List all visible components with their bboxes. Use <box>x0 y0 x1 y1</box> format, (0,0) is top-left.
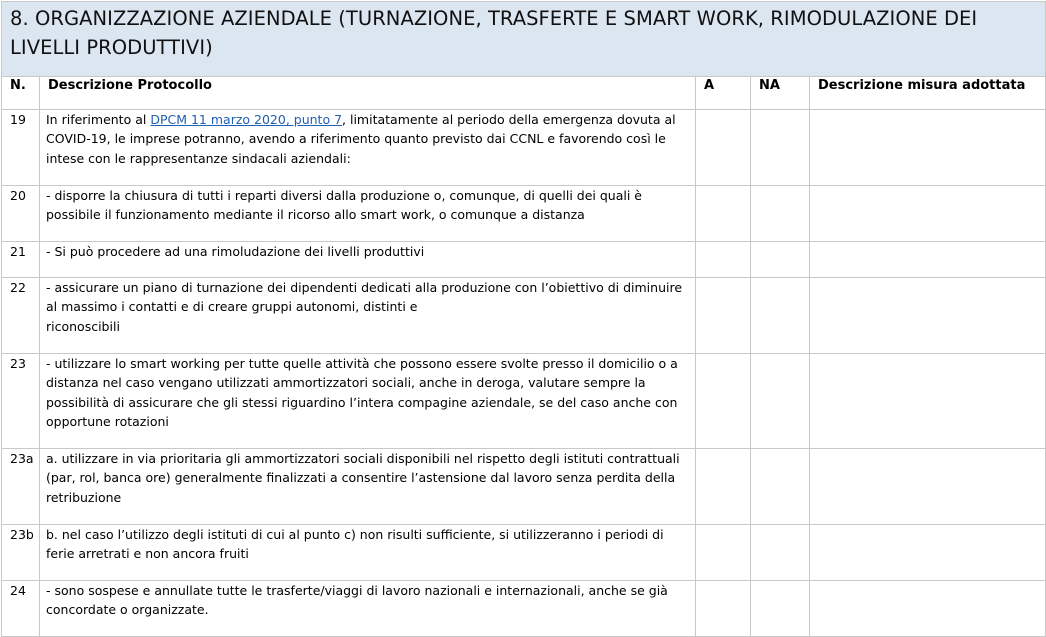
table-row <box>2 110 1046 186</box>
header-na: NA <box>751 77 810 110</box>
row-text-line2: riconoscibili <box>46 318 120 334</box>
cell-a[interactable] <box>696 525 751 581</box>
section-title-cell <box>2 2 1046 77</box>
row-number: 23b <box>2 525 40 581</box>
cell-na[interactable] <box>751 581 810 637</box>
table-row <box>2 449 1046 525</box>
cell-misura[interactable] <box>810 581 1046 637</box>
cell-na[interactable] <box>751 278 810 354</box>
cell-misura[interactable] <box>810 110 1046 186</box>
table-row <box>2 186 1046 242</box>
cell-na[interactable] <box>751 354 810 449</box>
cell-a[interactable] <box>696 186 751 242</box>
cell-na[interactable] <box>751 186 810 242</box>
header-misura: Descrizione misura adottata <box>810 77 1046 110</box>
row-number: 19 <box>2 110 40 186</box>
cell-a[interactable] <box>696 242 751 278</box>
row-description: - Si può procedere ad una rimoludazione dei livelli produttivi <box>40 242 696 278</box>
section-title: 8. ORGANIZZAZIONE AZIENDALE (TURNAZIONE, TRASFERTE E SMART WORK, RIMODULAZIONE DEI LIVELLI PRODUTTIVI) <box>10 7 978 59</box>
header-row <box>2 77 1046 110</box>
header-n: N. <box>2 77 40 110</box>
cell-misura[interactable] <box>810 525 1046 581</box>
cell-na[interactable] <box>751 110 810 186</box>
row-text: - assicurare un piano di turnazione dei dipendenti dedicati alla produzione con l’obiettivo di diminuire al massimo i contatti e di creare gruppi autonomi, distinti e <box>46 280 683 315</box>
dpcm-link[interactable]: DPCM 11 marzo 2020, punto 7 <box>150 112 343 127</box>
table-row <box>2 278 1046 354</box>
cell-misura[interactable] <box>810 242 1046 278</box>
section-title-row <box>2 2 1046 77</box>
row-text: In riferimento al <box>46 112 151 127</box>
table-row <box>2 525 1046 581</box>
table-row <box>2 242 1046 278</box>
row-number: 24 <box>2 581 40 637</box>
table-row <box>2 354 1046 449</box>
protocol-table <box>1 1 1046 637</box>
cell-a[interactable] <box>696 581 751 637</box>
cell-a[interactable] <box>696 354 751 449</box>
header-a: A <box>696 77 751 110</box>
row-number: 21 <box>2 242 40 278</box>
row-description <box>40 110 696 186</box>
cell-a[interactable] <box>696 449 751 525</box>
row-number: 23 <box>2 354 40 449</box>
row-description: - disporre la chiusura di tutti i reparti diversi dalla produzione o, comunque, di quelli dei quali è possibile il funzionamento mediante il ricorso allo smart work, o comunque a distanza <box>40 186 696 242</box>
row-description <box>40 278 696 354</box>
cell-misura[interactable] <box>810 186 1046 242</box>
cell-misura[interactable] <box>810 278 1046 354</box>
cell-na[interactable] <box>751 525 810 581</box>
cell-a[interactable] <box>696 278 751 354</box>
row-number: 22 <box>2 278 40 354</box>
header-descrizione: Descrizione Protocollo <box>40 77 696 110</box>
cell-na[interactable] <box>751 242 810 278</box>
row-description: - sono sospese e annullate tutte le trasferte/viaggi di lavoro nazionali e internazionali, anche se già concordate o organizzate. <box>40 581 696 637</box>
row-text: , limitatamente al periodo della emergenza dovuta al COVID-19, le imprese potranno, avendo a riferimento quanto previsto dai CCNL e favorendo così le intese con le rappresentanze sindacali aziendali: <box>46 112 676 166</box>
cell-misura[interactable] <box>810 449 1046 525</box>
row-description: b. nel caso l’utilizzo degli istituti di cui al punto c) non risulti sufficiente, si utilizzeranno i periodi di ferie arretrati e non ancora fruiti <box>40 525 696 581</box>
row-number: 20 <box>2 186 40 242</box>
cell-misura[interactable] <box>810 354 1046 449</box>
table-row <box>2 581 1046 637</box>
cell-na[interactable] <box>751 449 810 525</box>
cell-a[interactable] <box>696 110 751 186</box>
row-number: 23a <box>2 449 40 525</box>
row-description: a. utilizzare in via prioritaria gli ammortizzatori sociali disponibili nel rispetto degli istituti contrattuali (par, rol, banca ore) generalmente finalizzati a consentire l’astensione dal lavoro senza perdita della retribuzione <box>40 449 696 525</box>
row-description: - utilizzare lo smart working per tutte quelle attività che possono essere svolte presso il domicilio o a distanza nel caso vengano utilizzati ammortizzatori sociali, anche in deroga, valutare sempre la possibilità di assicurare che gli stessi riguardino l’intera compagine aziendale, se del caso anche con opportune rotazioni <box>40 354 696 449</box>
